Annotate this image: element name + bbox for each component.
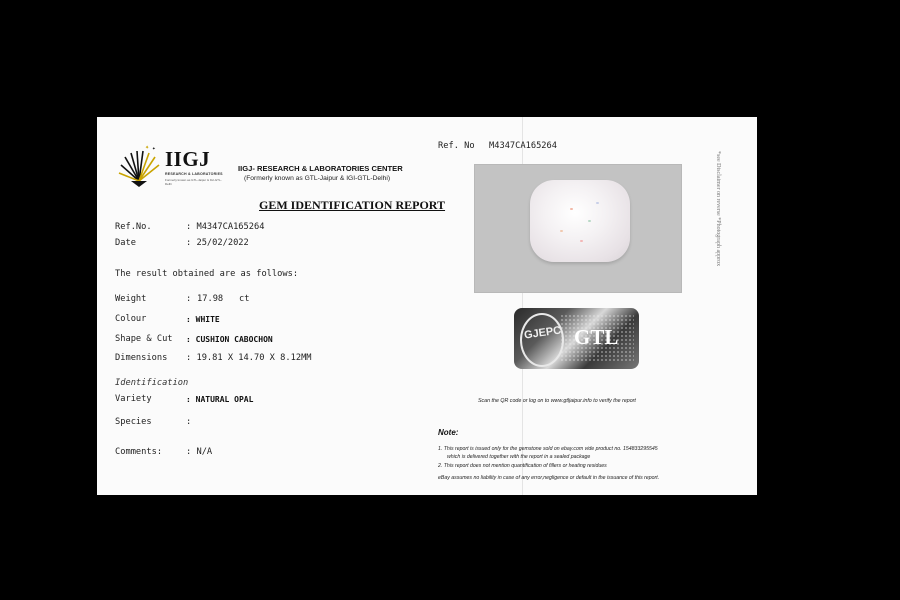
shape-value: : CUSHION CABOCHON bbox=[186, 335, 273, 344]
colour-label: Colour bbox=[115, 314, 147, 324]
species-value: : bbox=[186, 417, 192, 427]
logo-subtitle: RESEARCH & LABORATORIES bbox=[165, 172, 223, 176]
ref-value: : M4347CA165264 bbox=[186, 222, 265, 232]
hologram-gtl: GTL bbox=[574, 325, 619, 349]
svg-text:✦: ✦ bbox=[152, 145, 156, 152]
note-1: 1. This report is issued only for the gemstone sold on ebay.com vide product no. 154833295545 bbox=[438, 446, 658, 452]
result-text: The result obtained are as follows: bbox=[115, 269, 299, 279]
comments-label: Comments: bbox=[115, 447, 163, 457]
gtl-hologram bbox=[514, 308, 639, 369]
comments-value: : N/A bbox=[186, 447, 213, 457]
report-card bbox=[97, 117, 757, 495]
shape-label: Shape & Cut bbox=[115, 334, 173, 344]
logo-tagline: Formerly known as GTL-Jaipur & IGI-GTL-Delhi bbox=[165, 178, 222, 186]
lab-name: IIGJ- RESEARCH & LABORATORIES CENTER bbox=[238, 164, 403, 173]
note-1-cont: which is delivered together with the report in a sealed package bbox=[447, 454, 591, 460]
vertical-disclaimer: *see Disclaimer on reverse *Photograph approx bbox=[715, 151, 721, 267]
right-ref-label: Ref. No bbox=[438, 141, 475, 151]
hologram-gjepc: GJEPC bbox=[523, 324, 562, 342]
note-2: 2. This report does not mention quantification of fillers or heating residues bbox=[438, 463, 607, 469]
identification-label: Identification bbox=[115, 378, 189, 388]
gemstone-photo bbox=[474, 164, 682, 293]
opal-gem bbox=[530, 180, 630, 262]
date-label: Date bbox=[115, 238, 136, 248]
colour-value: : WHITE bbox=[186, 315, 220, 324]
dimensions-label: Dimensions bbox=[115, 353, 168, 363]
species-label: Species bbox=[115, 417, 152, 427]
iigj-logo bbox=[117, 141, 225, 191]
dimensions-value: : 19.81 X 14.70 X 8.12MM bbox=[186, 353, 312, 363]
weight-label: Weight bbox=[115, 294, 147, 304]
variety-label: Variety bbox=[115, 394, 152, 404]
starburst-icon bbox=[117, 141, 163, 191]
report-title: GEM IDENTIFICATION REPORT bbox=[259, 198, 446, 212]
weight-value: 17.98 bbox=[197, 294, 224, 304]
scan-text: Scan the QR code or log on to www.gtljaipur.info to verify the report bbox=[478, 398, 636, 404]
note-heading: Note: bbox=[438, 428, 459, 437]
note-3: eBay assumes no liability in case of any error,negligence or default in the issuance of this report. bbox=[438, 475, 660, 481]
right-ref-value: M4347CA165264 bbox=[489, 141, 557, 151]
lab-subtitle: (Formerly known as GTL-Jaipur & IGI-GTL-Delhi) bbox=[244, 175, 391, 182]
ref-label: Ref.No. bbox=[115, 222, 152, 232]
weight-colon: : bbox=[186, 294, 192, 304]
weight-unit: ct bbox=[239, 294, 250, 304]
date-value: : 25/02/2022 bbox=[186, 238, 249, 248]
variety-value: : NATURAL OPAL bbox=[186, 395, 254, 404]
svg-text:✦: ✦ bbox=[145, 143, 150, 151]
logo-wordmark: IIGJ bbox=[165, 147, 211, 171]
